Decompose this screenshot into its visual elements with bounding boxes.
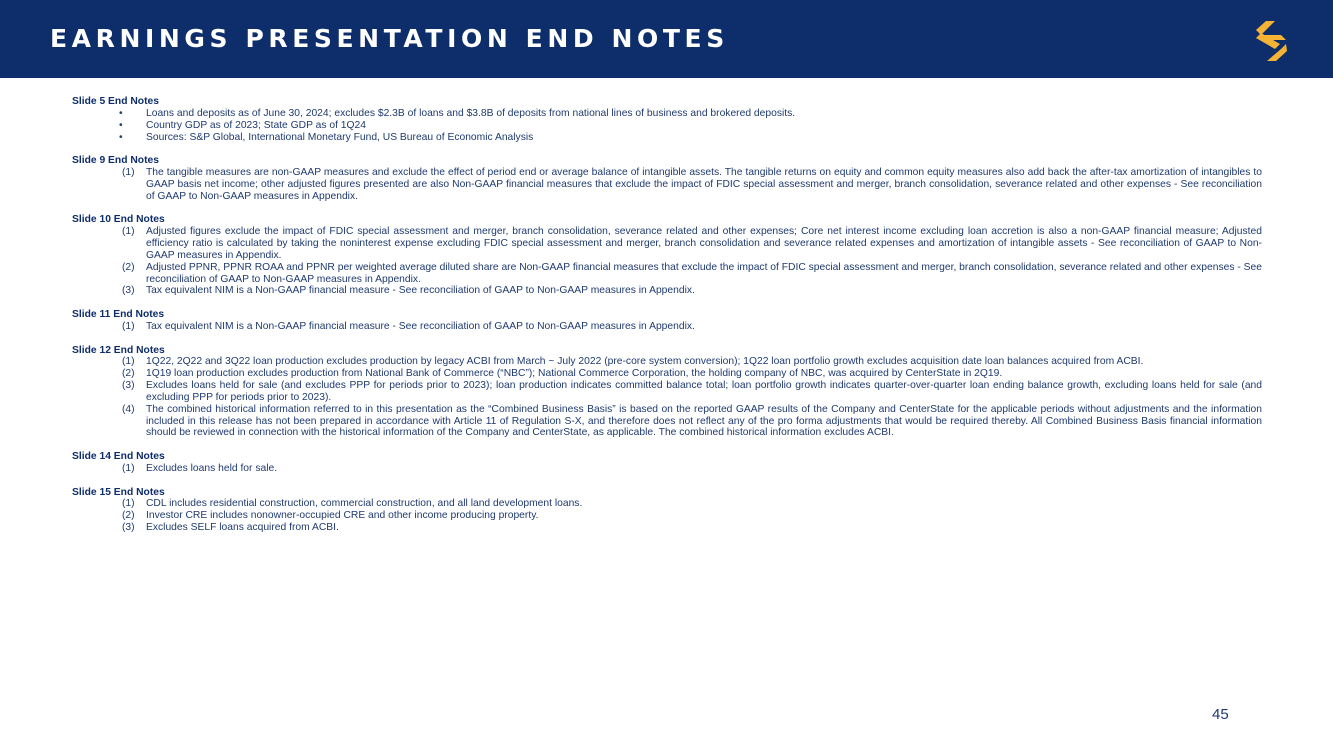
note-marker: (1) bbox=[122, 462, 135, 474]
note-marker: (1) bbox=[122, 356, 135, 368]
section-title: Slide 15 End Notes bbox=[72, 486, 165, 498]
end-notes-content bbox=[72, 96, 1262, 546]
note-item bbox=[72, 498, 1262, 510]
end-notes-section bbox=[72, 96, 1262, 143]
section-title: Slide 9 End Notes bbox=[72, 155, 159, 167]
note-item bbox=[72, 510, 1262, 522]
end-notes-section bbox=[72, 214, 1262, 297]
note-text: Adjusted figures exclude the impact of FDIC special assessment and merger, branch consolidation, severance related and other expenses; Core net interest income excluding loan accretion is also a non-GAAP financial measure; Adjusted efficiency ratio is calculated by taking the noninterest expense excluding FDIC special assessment and merger, branch consolidation and severance related expenses and amortization of intangible assets - See reconciliation of GAAP to Non-GAAP measures in Appendix. bbox=[146, 226, 1262, 261]
note-text: Excludes SELF loans acquired from ACBI. bbox=[146, 522, 339, 534]
note-item bbox=[72, 404, 1262, 440]
note-marker: (1) bbox=[122, 167, 135, 179]
note-text: Country GDP as of 2023; State GDP as of 1Q24 bbox=[146, 119, 366, 131]
note-text: Adjusted PPNR, PPNR ROAA and PPNR per weighted average diluted share are Non-GAAP financial measures that exclude the impact of FDIC special assessment and merger, branch consolidation, severance related and other expenses - See reconciliation of GAAP to Non-GAAP measures in Appendix. bbox=[146, 261, 1262, 285]
note-marker: (3) bbox=[122, 380, 135, 392]
note-item bbox=[72, 262, 1262, 286]
page-number: 45 bbox=[1212, 706, 1229, 723]
note-marker: • bbox=[119, 131, 123, 143]
note-item bbox=[72, 368, 1262, 380]
note-item bbox=[72, 167, 1262, 203]
section-title: Slide 5 End Notes bbox=[72, 96, 159, 107]
section-title: Slide 10 End Notes bbox=[72, 214, 165, 226]
note-item bbox=[72, 285, 1262, 297]
note-item bbox=[72, 132, 1262, 144]
note-text: Loans and deposits as of June 30, 2024; excludes $2.3B of loans and $3.8B of deposits from national lines of business and brokered deposits. bbox=[146, 107, 796, 119]
note-marker: (1) bbox=[122, 320, 135, 332]
note-marker: (2) bbox=[122, 510, 135, 522]
note-text: Tax equivalent NIM is a Non-GAAP financial measure - See reconciliation of GAAP to Non-GAAP measures in Appendix. bbox=[146, 320, 695, 332]
note-item bbox=[72, 120, 1262, 132]
note-text: Tax equivalent NIM is a Non-GAAP financial measure - See reconciliation of GAAP to Non-GAAP measures in Appendix. bbox=[146, 285, 695, 297]
note-text: The combined historical information referred to in this presentation as the “Combined Business Basis” is based on the reported GAAP results of the Company and CenterState for the applicable periods without adjustments and the information included in this release has not been prepared in accordance with Article 11 of Regulation S-X, and therefore does not reflect any of the pro forma adjustments that would be required thereby. All Combined Business Basis financial information should be reviewed in connection with the historical information of the Company and CenterState, as applicable. The combined historical information excludes ACBI. bbox=[146, 403, 1262, 439]
note-text: 1Q19 loan production excludes production from National Bank of Commerce (“NBC”); National Commerce Corporation, the holding company of NBC, was acquired by CenterState in 2Q19. bbox=[146, 368, 1003, 380]
note-marker: (2) bbox=[122, 261, 135, 273]
header-banner bbox=[0, 0, 1333, 78]
section-title: Slide 11 End Notes bbox=[72, 309, 165, 321]
note-marker: (4) bbox=[122, 403, 135, 415]
note-marker: (2) bbox=[122, 368, 135, 380]
note-marker: (1) bbox=[122, 226, 135, 238]
end-notes-section bbox=[72, 487, 1262, 534]
note-marker: (3) bbox=[122, 285, 135, 297]
note-item bbox=[72, 226, 1262, 262]
note-text: Excludes loans held for sale (and excludes PPP for periods prior to 2023); loan production indicates committed balance total; loan portfolio growth indicates quarter-over-quarter loan ending balance growth, excluding loans held for sale (and excluding PPP for periods prior to 2023). bbox=[146, 380, 1262, 403]
note-item bbox=[72, 463, 1262, 475]
note-text: Investor CRE includes nonowner-occupied CRE and other income producing property. bbox=[146, 510, 539, 522]
section-title: Slide 12 End Notes bbox=[72, 344, 165, 356]
end-notes-section bbox=[72, 451, 1262, 475]
note-text: CDL includes residential construction, commercial construction, and all land development loans. bbox=[146, 498, 583, 510]
note-marker: (1) bbox=[122, 498, 135, 510]
end-notes-section bbox=[72, 345, 1262, 440]
note-text: Excludes loans held for sale. bbox=[146, 462, 278, 474]
note-marker: • bbox=[119, 107, 123, 119]
note-text: 1Q22, 2Q22 and 3Q22 loan production excludes production by legacy ACBI from March ~ July 2022 (pre-core system conversion); 1Q22 loan portfolio growth excludes acquisition date loan balances acquired from ACBI. bbox=[146, 356, 1144, 368]
end-notes-section bbox=[72, 309, 1262, 333]
note-item bbox=[72, 356, 1262, 368]
note-item bbox=[72, 522, 1262, 534]
note-item bbox=[72, 380, 1262, 404]
note-text: The tangible measures are non-GAAP measures and exclude the effect of period end or average balance of intangible assets. The tangible returns on equity and common equity measures also add back the after-tax amortization of intangibles to GAAP basis net income; other adjusted figures presented are also Non-GAAP financial measures that exclude the impact of FDIC special assessment and merger, branch consolidation, severance related and other expenses - See reconciliation of GAAP to Non-GAAP measures in Appendix. bbox=[146, 167, 1262, 202]
note-item bbox=[72, 321, 1262, 333]
note-text: Sources: S&P Global, International Monetary Fund, US Bureau of Economic Analysis bbox=[146, 131, 534, 143]
s-ribbon-logo-icon bbox=[1253, 20, 1289, 62]
end-notes-section bbox=[72, 155, 1262, 202]
section-title: Slide 14 End Notes bbox=[72, 451, 165, 463]
page-title: EARNINGS PRESENTATION END NOTES bbox=[50, 24, 729, 53]
note-item bbox=[72, 108, 1262, 120]
note-marker: • bbox=[119, 119, 123, 131]
note-marker: (3) bbox=[122, 522, 135, 534]
